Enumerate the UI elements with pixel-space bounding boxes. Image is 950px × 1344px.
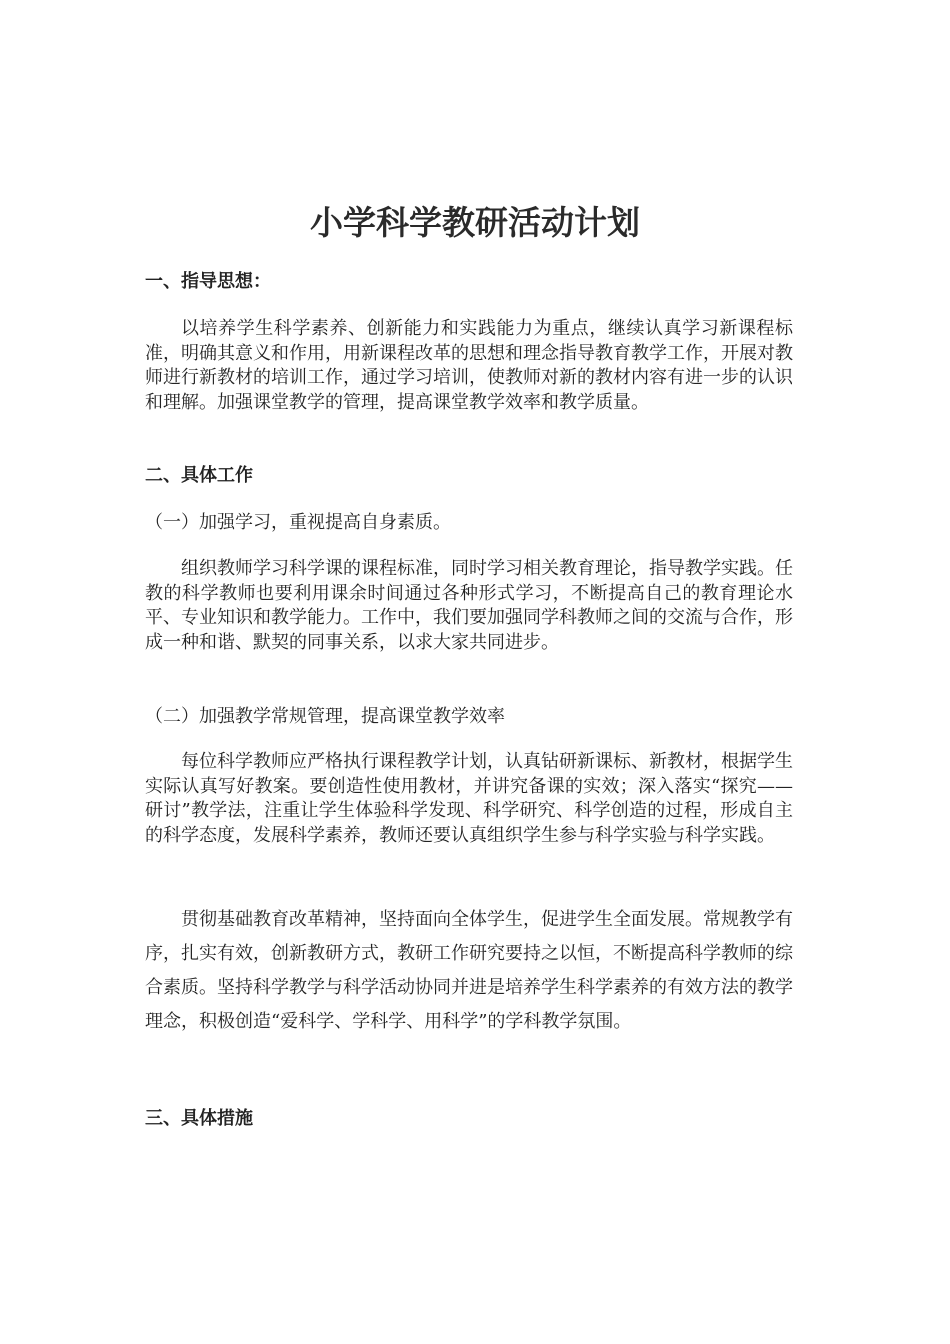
subheading-teaching-management: （二）加强教学常规管理，提高课堂教学效率 <box>145 706 505 727</box>
paragraph-teaching-management: 每位科学教师应严格执行课程教学计划，认真钻研新课标、新教材，根据学生实际认真写好教案。要创造性使用教材，并讲究备课的实效；深入落实“探究——研讨”教学法，注重让学生体验科学发现、科学研究、科学创造的过程，形成自主的科学态度，发展科学素养，教师还要认真组织学生参与科学实验与科学实践。 <box>145 751 793 846</box>
section-heading-specific-measures: 三、具体措施 <box>145 1108 253 1129</box>
paragraph-education-reform: 贯彻基础教育改革精神，坚持面向全体学生，促进学生全面发展。常规教学有序，扎实有效，创新教研方式，教研工作研究要持之以恒，不断提高科学教师的综合素质。坚持科学教学与科学活动协同并进是培养学生科学素养的有效方法的教学理念，积极创造“爱科学、学科学、用科学”的学科教学氛围。 <box>145 909 793 1032</box>
paragraph-strengthen-learning: 组织教师学习科学课的课程标准，同时学习相关教育理论，指导教学实践。任教的科学教师也要利用课余时间通过各种形式学习，不断提高自己的教育理论水平、专业知识和教学能力。工作中，我们要加强同学科教师之间的交流与合作，形成一种和谐、默契的同事关系，以求大家共同进步。 <box>145 558 793 653</box>
subheading-strengthen-learning: （一）加强学习，重视提高自身素质。 <box>145 512 451 533</box>
section-heading-guiding-ideology: 一、指导思想： <box>145 271 271 292</box>
paragraph-guiding-ideology: 以培养学生科学素养、创新能力和实践能力为重点，继续认真学习新课程标准，明确其意义和作用，用新课程改革的思想和理念指导教育教学工作，开展对教师进行新教材的培训工作，通过学习培训，使教师对新的教材内容有进一步的认识和理解。加强课堂教学的管理，提高课堂教学效率和教学质量。 <box>145 318 793 413</box>
section-heading-specific-work: 二、具体工作 <box>145 465 253 486</box>
document-title: 小学科学教研活动计划 <box>310 203 640 242</box>
